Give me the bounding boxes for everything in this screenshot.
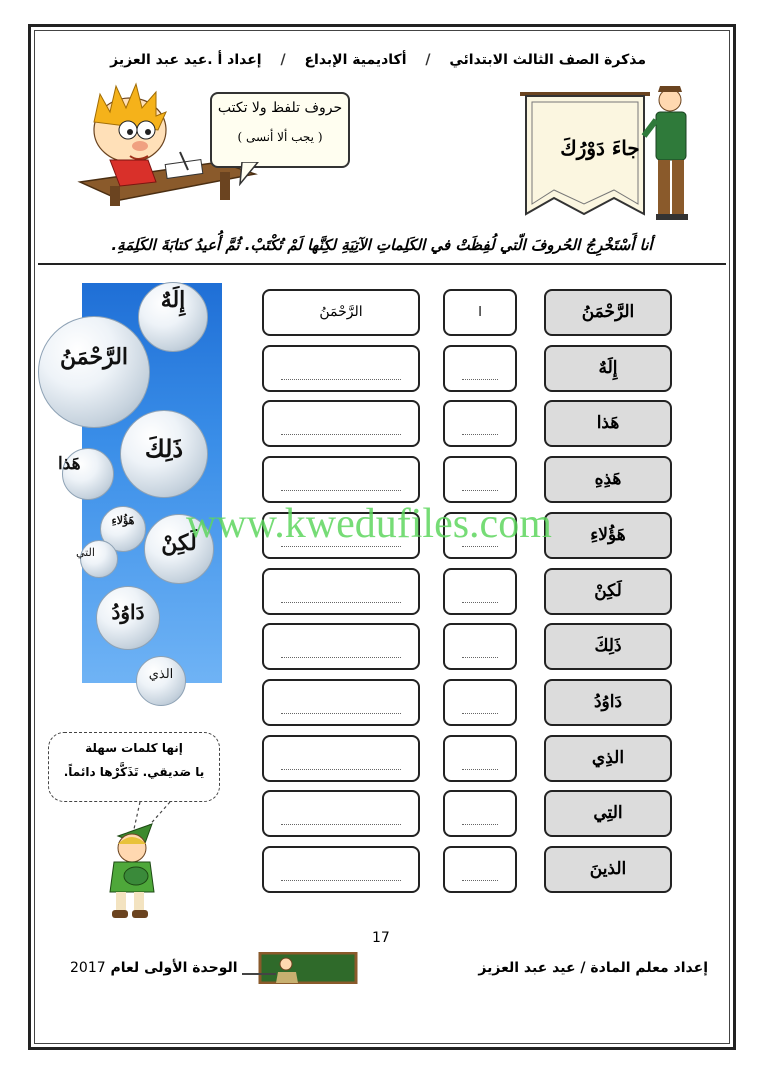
answer-input[interactable]	[262, 568, 420, 615]
dotted-line	[462, 812, 498, 825]
bubble-label: الذي	[148, 667, 174, 682]
bubble-label: لَكِنْ	[161, 530, 197, 556]
bubble-word-allati: التي	[76, 546, 95, 559]
speech-bottom-line1: إنها كلمات سهلة	[85, 741, 183, 755]
dotted-line	[281, 367, 401, 380]
answer-input[interactable]	[262, 400, 420, 447]
speech-bubble-top	[210, 92, 350, 168]
dotted-line	[281, 422, 401, 435]
answer-input[interactable]	[262, 790, 420, 837]
bubble-label: إِلَهٌ	[160, 287, 186, 313]
letter-input[interactable]	[443, 735, 517, 782]
bubble-label: دَاوُدُ	[111, 600, 145, 624]
header-title: مذكرة الصف الثالث الابتدائي	[449, 52, 646, 68]
answer-input[interactable]	[262, 345, 420, 392]
header	[96, 52, 646, 68]
footer-author: إعداد معلم المادة / عيد عبد العزيز	[478, 960, 708, 976]
dotted-line	[462, 757, 498, 770]
header-separator: /	[280, 52, 286, 68]
letter-input[interactable]	[443, 568, 517, 615]
header-author: إعداد أ .عيد عبد العزيز	[110, 52, 262, 68]
bubble-word	[138, 282, 208, 352]
dotted-line	[462, 590, 498, 603]
bubble-word	[120, 410, 208, 498]
bubble-label: هَؤُلاءِ	[111, 514, 135, 527]
dotted-line	[281, 868, 401, 881]
letter-input[interactable]	[443, 345, 517, 392]
answer-input[interactable]	[262, 679, 420, 726]
answer-input[interactable]	[262, 456, 420, 503]
letter-input[interactable]	[443, 400, 517, 447]
dotted-line	[462, 478, 498, 491]
word-box: الذِي	[544, 735, 672, 782]
letter-input[interactable]	[443, 456, 517, 503]
footer-unit-label: الوحدة الأولى لعام	[110, 960, 238, 976]
word-box: الرَّحْمَنُ	[544, 289, 672, 336]
word-box: هَؤُلاءِ	[544, 512, 672, 559]
word-box: ذَلِكَ	[544, 623, 672, 670]
dotted-line	[462, 701, 498, 714]
dotted-line	[462, 645, 498, 658]
bubble-label: الرَّحْمَنُ	[59, 344, 129, 370]
word-box: إِلَهٌ	[544, 345, 672, 392]
bubble-word	[38, 316, 150, 428]
bubble-word	[96, 586, 160, 650]
teacher-blackboard-illustration	[240, 952, 358, 984]
letter-input[interactable]	[443, 679, 517, 726]
speech-top-line1: حروف تلفظ ولا تكتب	[217, 100, 343, 116]
header-separator: /	[425, 52, 431, 68]
word-box: دَاوُدُ	[544, 679, 672, 726]
speech-top-line2: ( يجب ألا أنسى )	[237, 130, 323, 144]
footer-year: 2017	[70, 960, 106, 976]
answer-input[interactable]	[262, 846, 420, 893]
dotted-line	[281, 645, 401, 658]
dotted-line	[281, 590, 401, 603]
divider	[38, 263, 726, 265]
dotted-line	[281, 812, 401, 825]
bubble-label: ذَلِكَ	[144, 434, 184, 463]
dotted-line	[281, 757, 401, 770]
speech-bubble-bottom	[48, 732, 220, 802]
dotted-line	[281, 701, 401, 714]
word-box: هَذِهِ	[544, 456, 672, 503]
word-box: الذينَ	[544, 846, 672, 893]
answer-input[interactable]: الرَّحْمَنُ	[262, 289, 420, 336]
dotted-line	[462, 868, 498, 881]
letter-input[interactable]	[443, 846, 517, 893]
speech-bottom-line2: يا صَديقي. تَذَكَّرْها دائماً.	[63, 765, 205, 779]
page-number: 17	[372, 930, 390, 946]
word-box: التِي	[544, 790, 672, 837]
dotted-line	[281, 478, 401, 491]
answer-input[interactable]	[262, 735, 420, 782]
answer-input[interactable]	[262, 623, 420, 670]
dotted-line	[462, 367, 498, 380]
header-academy: أكاديمية الإبداع	[304, 52, 407, 68]
bubble-word	[136, 656, 186, 706]
letter-input[interactable]	[443, 623, 517, 670]
elf-character-illustration	[96, 818, 170, 922]
watermark: www.kwedufiles.com	[186, 501, 552, 547]
word-box: هَذا	[544, 400, 672, 447]
footer-unit	[70, 960, 238, 976]
word-box: لَكِنْ	[544, 568, 672, 615]
speech-tail	[238, 162, 268, 186]
dotted-line	[462, 422, 498, 435]
bubble-word-hadha: هَذا	[58, 454, 81, 474]
letter-input[interactable]: ا	[443, 289, 517, 336]
letter-input[interactable]	[443, 790, 517, 837]
instruction-text: أنا أَسْتَخْرِجُ الحُروفَ الّتي لُفِظَتْ في الكَلِماتِ الآتِيَةِ لكِنَّها لَمْ تُكْتَبْ. ثُمَّ أُعيدُ كتابَةَ الكَلِمَةِ.	[111, 236, 653, 254]
banner-text: جاءَ دَوْرُكَ	[560, 136, 640, 160]
